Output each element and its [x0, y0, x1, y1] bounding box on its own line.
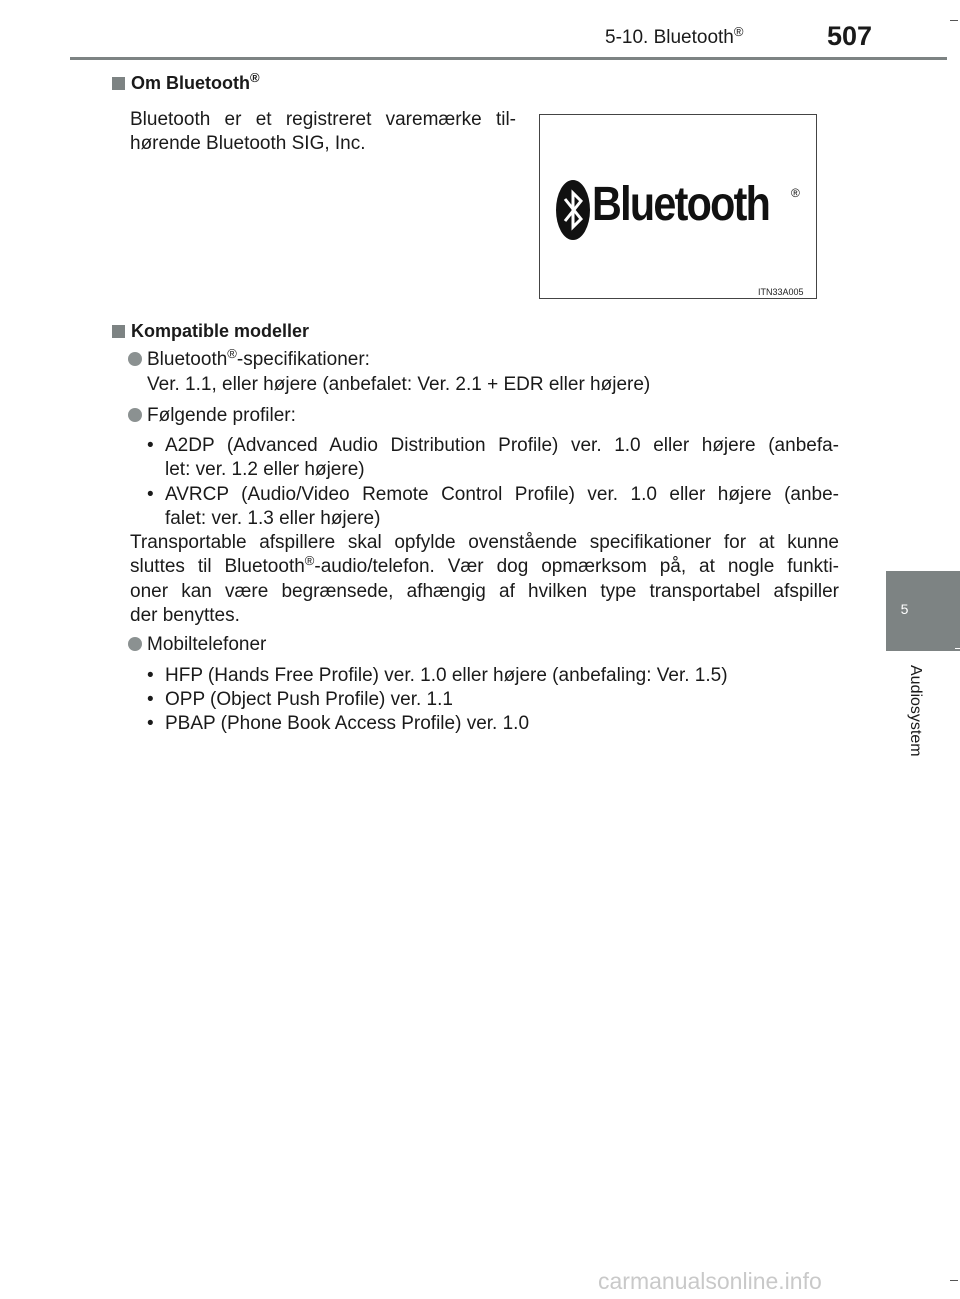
about-line-2: hørende Bluetooth SIG, Inc.: [130, 133, 366, 154]
registered-mark: ®: [304, 553, 315, 568]
list-item: [147, 483, 839, 531]
list-item: [147, 688, 839, 712]
chapter-number: 5: [900, 601, 909, 617]
registered-mark: ®: [227, 346, 237, 361]
note-line-1: Transportable afspillere skal opfylde ovenstående specifikationer for at kunne: [130, 532, 839, 553]
phones-label-text: Mobiltelefoner: [147, 634, 267, 655]
profile-a2dp-line-2: let: ver. 1.2 eller højere): [165, 459, 365, 480]
crop-mark: [950, 1280, 958, 1281]
bullet-mark: •: [147, 713, 154, 734]
registered-mark: ®: [733, 24, 744, 39]
bluetooth-rune-icon: [556, 180, 590, 240]
bullet-mark: •: [147, 689, 154, 710]
compatible-heading-text: Kompatible modeller: [131, 321, 310, 341]
compatible-heading: [112, 321, 309, 342]
bullet-mark: •: [147, 484, 154, 505]
phone-profile-opp: OPP (Object Push Profile) ver. 1.1: [165, 689, 453, 710]
about-heading: [112, 70, 260, 94]
spec-label-suffix: -specifikationer:: [236, 349, 370, 370]
bullet-mark: •: [147, 435, 154, 456]
chapter-label: Audiosystem: [907, 665, 924, 757]
section-title-text: 5-10. Bluetooth: [605, 27, 734, 48]
list-item: [147, 664, 839, 688]
logo-registered-mark: ®: [791, 186, 800, 200]
header-rule: [70, 57, 947, 60]
profile-avrcp-line-1: AVRCP (Audio/Video Remote Control Profile) ver. 1.0 eller højere (anbe-: [165, 484, 839, 505]
phones-label: [128, 633, 266, 657]
registered-mark: ®: [250, 70, 260, 85]
circle-bullet-icon: [128, 408, 142, 422]
page-number: 507: [827, 21, 873, 51]
note-line-2: [130, 555, 839, 580]
profile-a2dp-line-1: A2DP (Advanced Audio Distribution Profile) ver. 1.0 eller højere (anbefa-: [165, 435, 839, 456]
about-line-1: Bluetooth er et registreret varemærke til-: [130, 109, 516, 130]
section-title: [605, 24, 744, 49]
spec-label-prefix: Bluetooth: [147, 349, 228, 370]
watermark: carmanualsonline.info: [598, 1268, 822, 1294]
tab-tick: [955, 648, 960, 649]
square-bullet-icon: [112, 325, 125, 338]
profile-item: [147, 434, 839, 531]
about-heading-text: Om Bluetooth: [131, 73, 250, 93]
spec-label: [128, 348, 370, 373]
bluetooth-wordmark: Bluetooth: [592, 178, 770, 231]
bluetooth-logo-figure: [539, 114, 817, 299]
list-item: [147, 434, 839, 482]
note-line-2a: sluttes til Bluetooth: [130, 556, 305, 577]
circle-bullet-icon: [128, 352, 142, 366]
figure-id: ITN33A005: [758, 287, 804, 297]
profile-avrcp-line-2: falet: ver. 1.3 eller højere): [165, 508, 381, 529]
spec-value: Ver. 1.1, eller højere (anbefalet: Ver. 2.1 + EDR eller højere): [147, 374, 651, 395]
square-bullet-icon: [112, 77, 125, 90]
circle-bullet-icon: [128, 637, 142, 651]
list-item: [147, 712, 839, 736]
note-line-4: der benyttes.: [130, 605, 240, 626]
compatibility-note: [130, 531, 839, 628]
note-line-3: oner kan være begrænsede, afhængig af hvilken type transportabel afspiller: [130, 581, 839, 602]
bullet-mark: •: [147, 665, 154, 686]
profiles-label: [128, 404, 296, 428]
phone-profile-pbap: PBAP (Phone Book Access Profile) ver. 1.0: [165, 713, 530, 734]
note-line-2b: -audio/telefon. Vær dog opmærksom på, at nogle funkti-: [314, 556, 840, 577]
profiles-label-text: Følgende profiler:: [147, 405, 296, 426]
phone-profile-hfp: HFP (Hands Free Profile) ver. 1.0 eller højere (anbefaling: Ver. 1.5): [165, 665, 728, 686]
crop-mark: [950, 20, 958, 21]
phone-profile-list: [147, 664, 839, 736]
